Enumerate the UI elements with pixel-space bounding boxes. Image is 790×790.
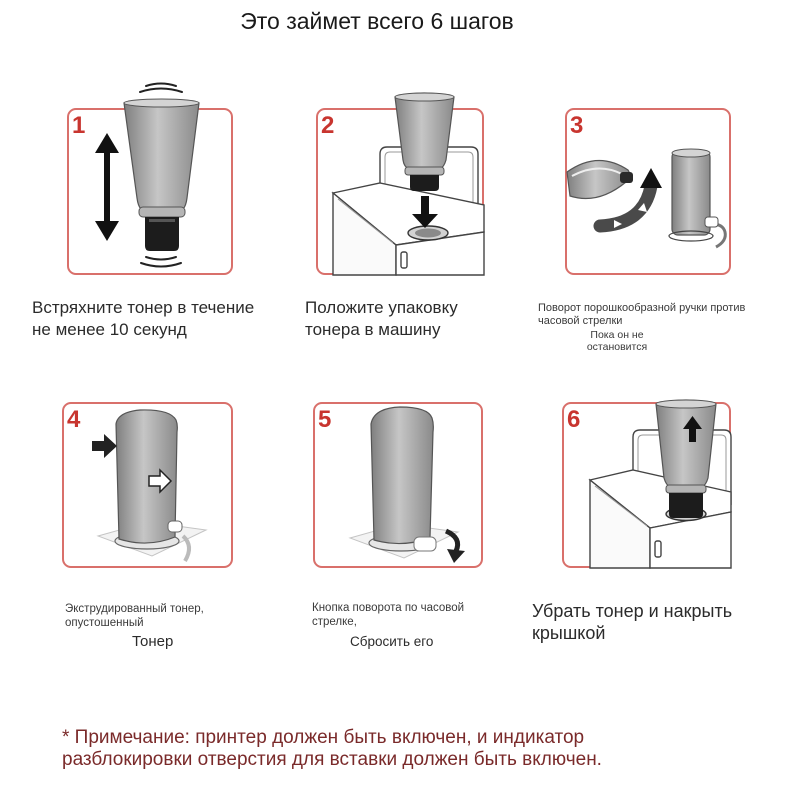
step-3-note (580, 329, 654, 353)
caption-line: часовой стрелки (538, 315, 623, 327)
step-1-caption (32, 297, 254, 341)
caption-line: опустошенный (65, 617, 144, 629)
step-number: 4 (67, 406, 81, 433)
note-line: остановится (586, 341, 648, 353)
step-number: 1 (72, 112, 86, 139)
step-number: 5 (318, 406, 332, 433)
caption-line: Положите упаковку (305, 298, 458, 317)
step-2-caption (305, 297, 458, 341)
footnote-line: разблокировки отверстия для вставки должен быть включен. (62, 749, 602, 770)
step-5-note (350, 633, 433, 651)
note-line: Сбросить его (350, 634, 434, 649)
toner-cap-icon (669, 493, 703, 518)
caption-line: не менее 10 секунд (32, 320, 187, 339)
reset-knob-icon (414, 537, 436, 551)
step-1-illustration (60, 75, 240, 275)
caption-line: Экструдированный тонер, (65, 603, 204, 615)
caption-line: Убрать тонер и накрыть (532, 601, 733, 621)
toner-cap-icon (145, 217, 179, 251)
step-2-illustration (310, 85, 490, 278)
toner-bottle-icon (124, 99, 199, 251)
caption-line: Поворот порошкообразной ручки против (538, 302, 746, 314)
note-line: Пока он не (590, 329, 644, 341)
caption-line: Встряхните тонер в течение (32, 298, 255, 317)
step-4-note (132, 633, 173, 651)
rotary-handle-icon (567, 160, 633, 198)
note-line: Тонер (132, 633, 174, 650)
toner-bottle-icon (371, 407, 433, 544)
step-6-caption (532, 600, 732, 644)
footnote (62, 727, 602, 771)
step-number: 6 (567, 406, 581, 433)
caption-line: тонера в машину (305, 320, 441, 339)
step-5-caption (312, 601, 464, 629)
footnote-line: * Примечание: принтер должен быть включен, и индикатор (62, 727, 585, 748)
step-number: 2 (321, 112, 335, 139)
step-3-caption (538, 302, 745, 328)
push-arrow-icon (92, 434, 117, 458)
step-4-caption (65, 602, 204, 630)
toner-cap-icon (410, 175, 439, 191)
caption-line: стрелке, (312, 616, 357, 628)
caption-line: Кнопка поворота по часовой (312, 602, 465, 614)
step-6-illustration (555, 392, 738, 570)
shake-arrow-icon (95, 133, 119, 241)
step-4-illustration (55, 400, 240, 570)
step-3-illustration (560, 100, 738, 278)
step-number: 3 (570, 112, 584, 139)
step-5-illustration (308, 400, 488, 570)
caption-line: крышкой (532, 623, 606, 643)
page-title: Это займет всего 6 шагов (240, 8, 514, 34)
